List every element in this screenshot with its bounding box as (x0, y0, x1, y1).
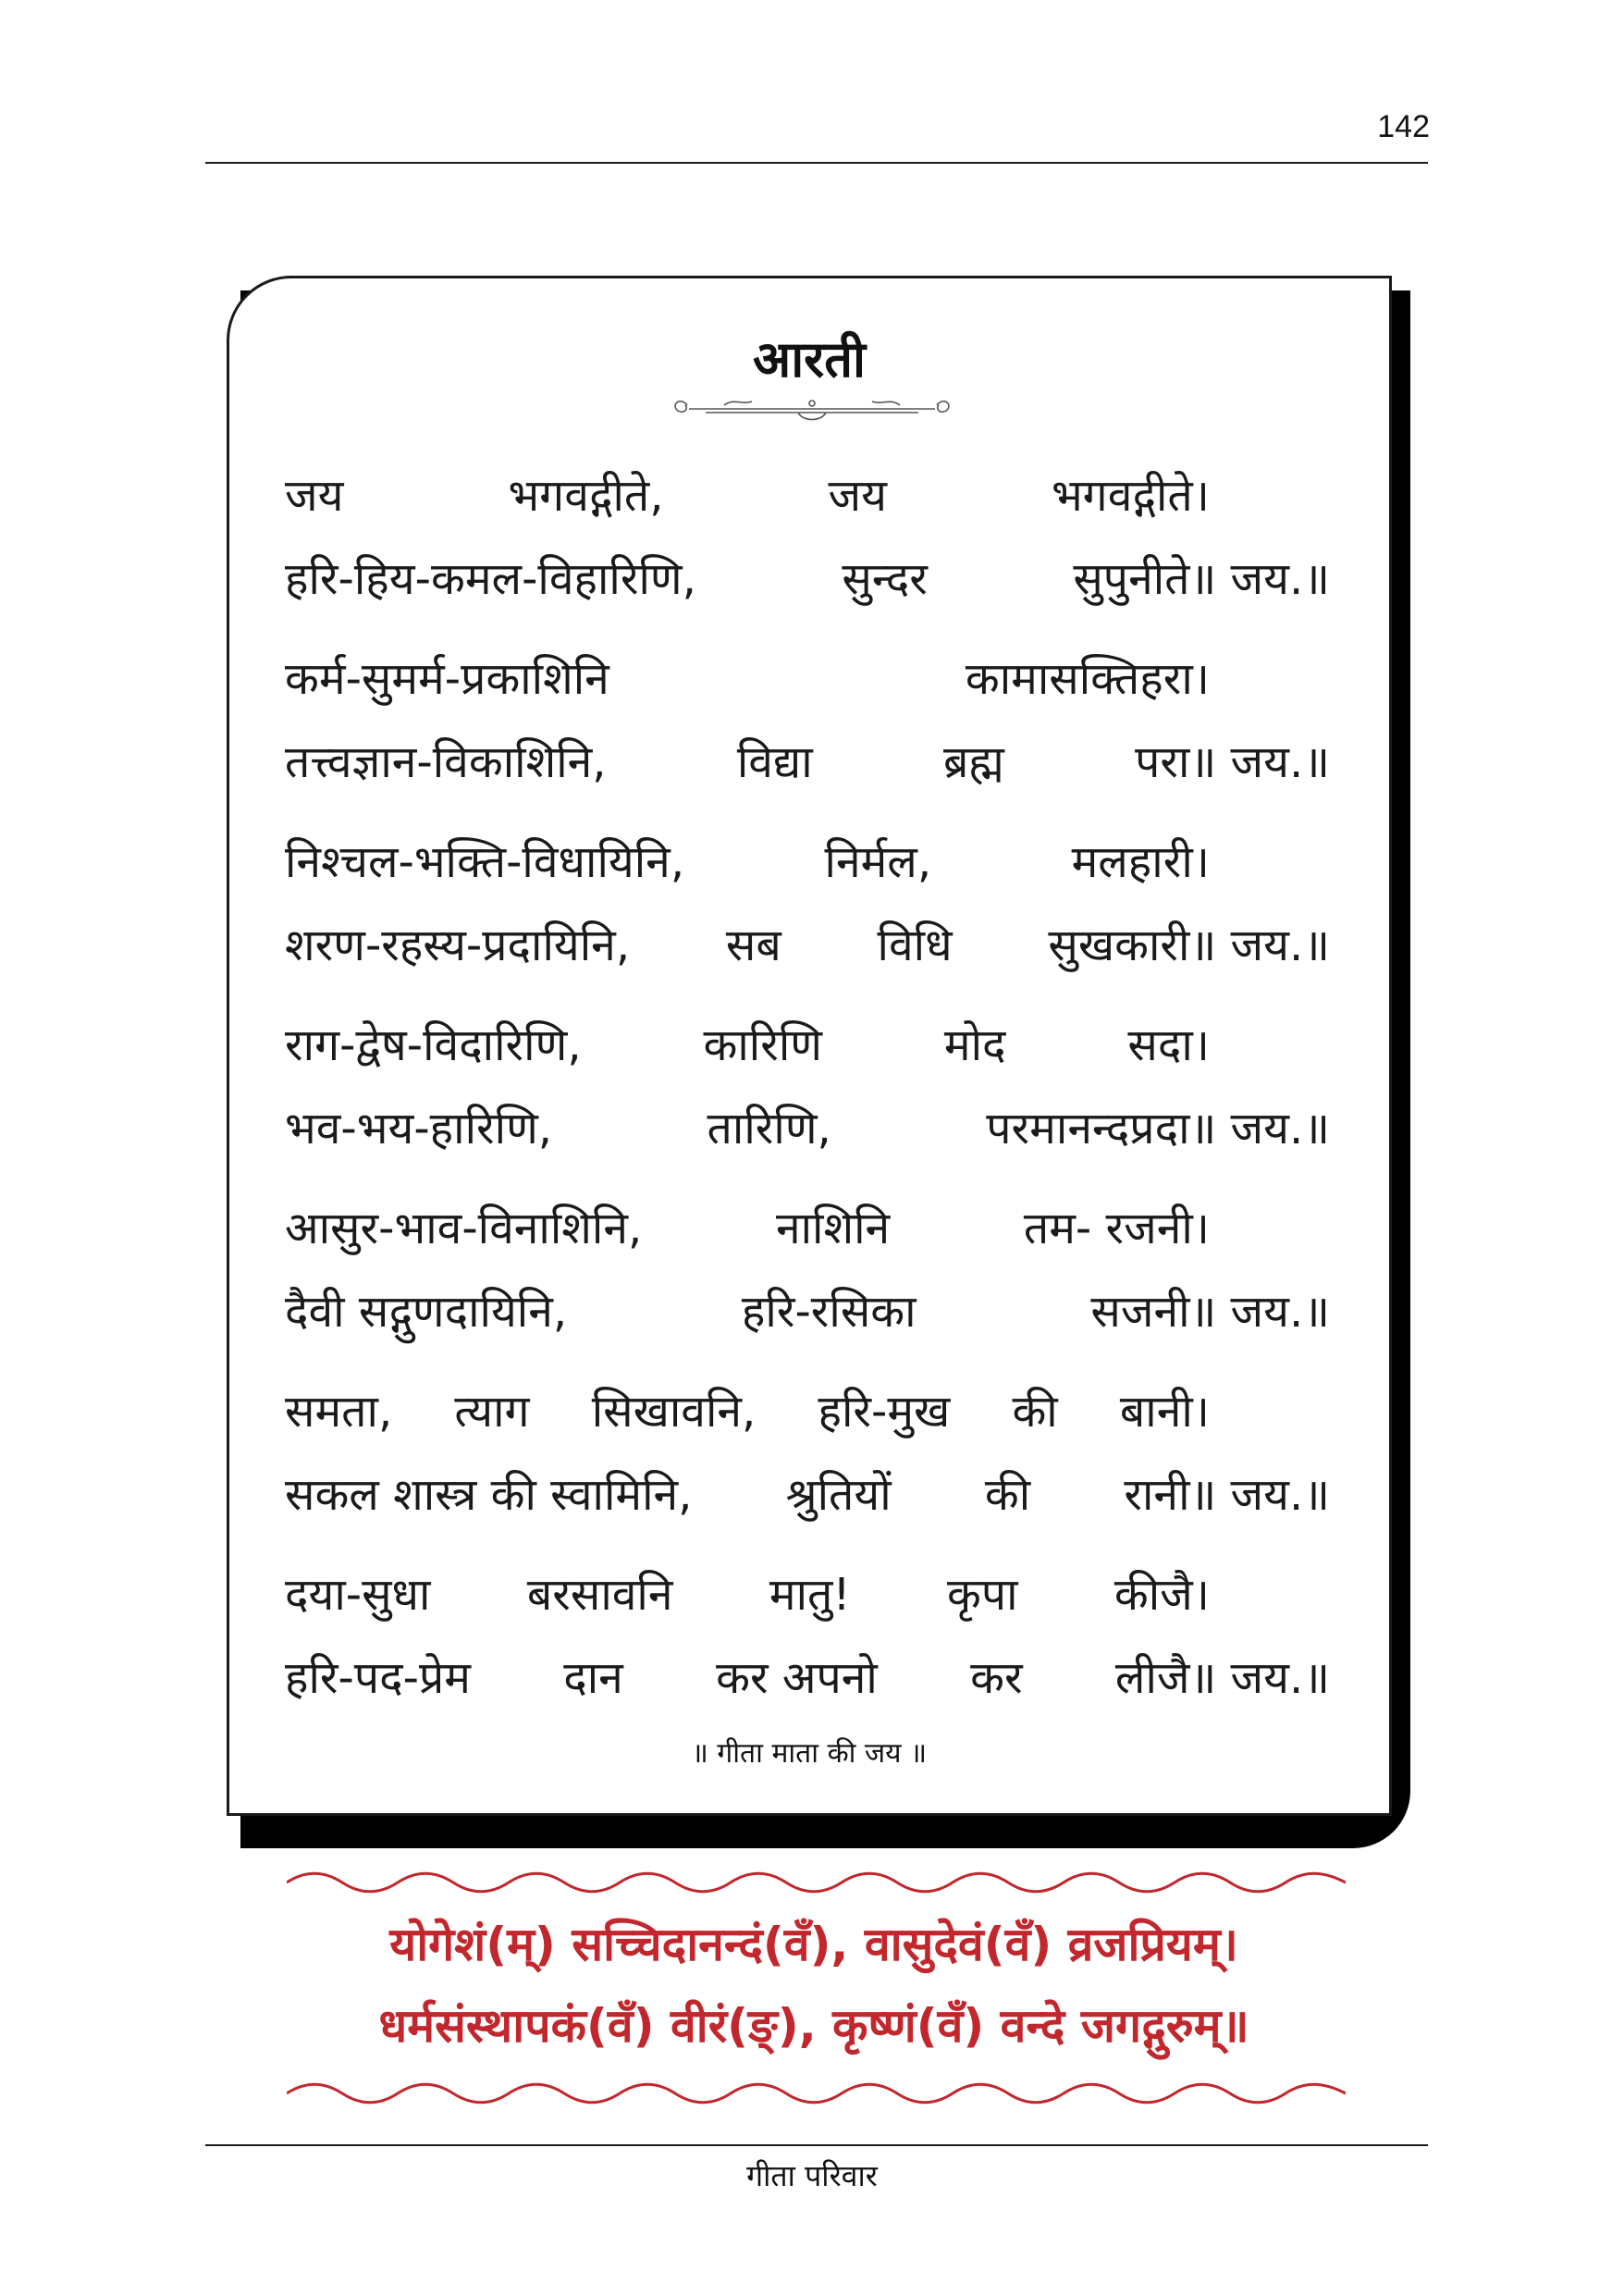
closing-line: ॥ गीता माता की जय ॥ (691, 1737, 928, 1770)
word: मलहारी। (1071, 836, 1210, 888)
word: रानी॥ जय.॥ (1124, 1469, 1330, 1521)
aarti-title: आरती (752, 330, 867, 389)
word: राग-द्वेष-विदारिणि, (285, 1019, 582, 1071)
word: सुपुनीते॥ जय.॥ (1073, 553, 1330, 605)
word: कीजै। (1113, 1569, 1210, 1621)
word: तम- रजनी। (1023, 1203, 1210, 1254)
footer-text: गीता परिवार (746, 2158, 878, 2193)
word: सिखावनि, (591, 1386, 757, 1438)
stanza-1 (285, 454, 1330, 621)
word: सजनी॥ जय.॥ (1090, 1286, 1330, 1338)
stanza-6-line-2 (285, 1453, 1330, 1537)
word: श्रुतियों (785, 1469, 892, 1521)
stanza-5-line-1 (285, 1187, 1210, 1270)
footer-rule (205, 2144, 1428, 2146)
word: की (1012, 1386, 1058, 1438)
word: लीजै॥ जय.॥ (1114, 1652, 1330, 1704)
word: आसुर-भाव-विनाशिनि, (285, 1203, 643, 1254)
word: हरि-रसिका (741, 1286, 917, 1338)
word: ब्रह्म (942, 736, 1004, 788)
word: हरि-हिय-कमल-विहारिणि, (285, 553, 696, 605)
top-ornamental-border (287, 1869, 1346, 1896)
word: कारिणि (703, 1019, 822, 1071)
word: सदा। (1127, 1019, 1210, 1071)
word: निश्चल-भक्ति-विधायिनि, (285, 836, 685, 888)
word: बरसावनि (526, 1569, 673, 1621)
word: हरि-पद-प्रेम (285, 1652, 471, 1704)
word: कृपा (946, 1569, 1018, 1621)
stanza-7-line-1 (285, 1553, 1210, 1636)
stanza-3 (285, 821, 1330, 987)
word: हरि-मुख (818, 1386, 951, 1438)
word: जय (285, 470, 344, 522)
stanza-7 (285, 1553, 1330, 1720)
stanza-2 (285, 637, 1330, 804)
header-rule (205, 162, 1428, 164)
stanza-4-line-1 (285, 1004, 1210, 1087)
stanza-7-line-2 (285, 1636, 1330, 1720)
shloka-line-2: धर्मसंस्थापकं(वँ) वीरं(ङ्), कृष्णं(वँ) वन्दे जगद्गुरुम्॥ (378, 1999, 1249, 2053)
word: दैवी सद्गुणदायिनि, (285, 1286, 568, 1338)
stanza-5 (285, 1187, 1330, 1353)
word: दान (563, 1652, 623, 1704)
word: मोद (943, 1019, 1006, 1071)
page-number: 142 (1377, 109, 1430, 144)
word: कर (970, 1652, 1023, 1704)
word: परा॥ जय.॥ (1135, 736, 1330, 788)
word: भगवद्गीते, (508, 470, 664, 522)
word: तारिणि, (707, 1103, 831, 1154)
stanza-3-line-1 (285, 821, 1210, 904)
word: सुखकारी॥ जय.॥ (1048, 920, 1330, 971)
stanza-1-line-1 (285, 454, 1210, 537)
word: सकल शास्त्र की स्वामिनि, (285, 1469, 693, 1521)
bottom-ornamental-border (287, 2080, 1346, 2107)
stanza-1-line-2 (285, 537, 1330, 621)
word: कर्म-सुमर्म-प्रकाशिनि (285, 653, 609, 705)
stanza-6-line-1 (285, 1370, 1210, 1453)
word: सब (725, 920, 781, 971)
word: बानी। (1119, 1386, 1210, 1438)
stanza-3-line-2 (285, 904, 1330, 987)
word: जय (828, 470, 887, 522)
stanza-2-line-1 (285, 637, 1210, 721)
word: कर अपनो (716, 1652, 878, 1704)
word: दया-सुधा (285, 1569, 431, 1621)
stanza-6 (285, 1370, 1330, 1537)
word: की (984, 1469, 1031, 1521)
word: त्याग (454, 1386, 530, 1438)
stanza-5-line-2 (285, 1270, 1330, 1353)
stanza-4-line-2 (285, 1087, 1330, 1170)
word: नाशिनि (775, 1203, 891, 1254)
word: तत्त्वज्ञान-विकाशिनि, (285, 736, 607, 788)
aarti-card (227, 276, 1392, 1816)
word: भगवद्गीते। (1051, 470, 1210, 522)
stanza-4 (285, 1004, 1330, 1170)
word: निर्मल, (824, 836, 932, 888)
word: शरण-रहस्य-प्रदायिनि, (285, 920, 631, 971)
word: सुन्दर (842, 553, 928, 605)
word: परमानन्दप्रदा॥ जय.॥ (986, 1103, 1330, 1154)
word: विधि (877, 920, 953, 971)
word: भव-भय-हारिणि, (285, 1103, 553, 1154)
stanza-2-line-2 (285, 721, 1330, 804)
title-flourish-ornament (669, 392, 955, 424)
word: कामासक्तिहरा। (965, 653, 1210, 705)
shloka-line-1: योगेशं(म्) सच्चिदानन्दं(वँ), वासुदेवं(वँ) व्रजप्रियम्। (389, 1918, 1238, 1971)
word: समता, (285, 1386, 393, 1438)
word: विद्या (736, 736, 813, 788)
word: मातु! (769, 1569, 851, 1621)
